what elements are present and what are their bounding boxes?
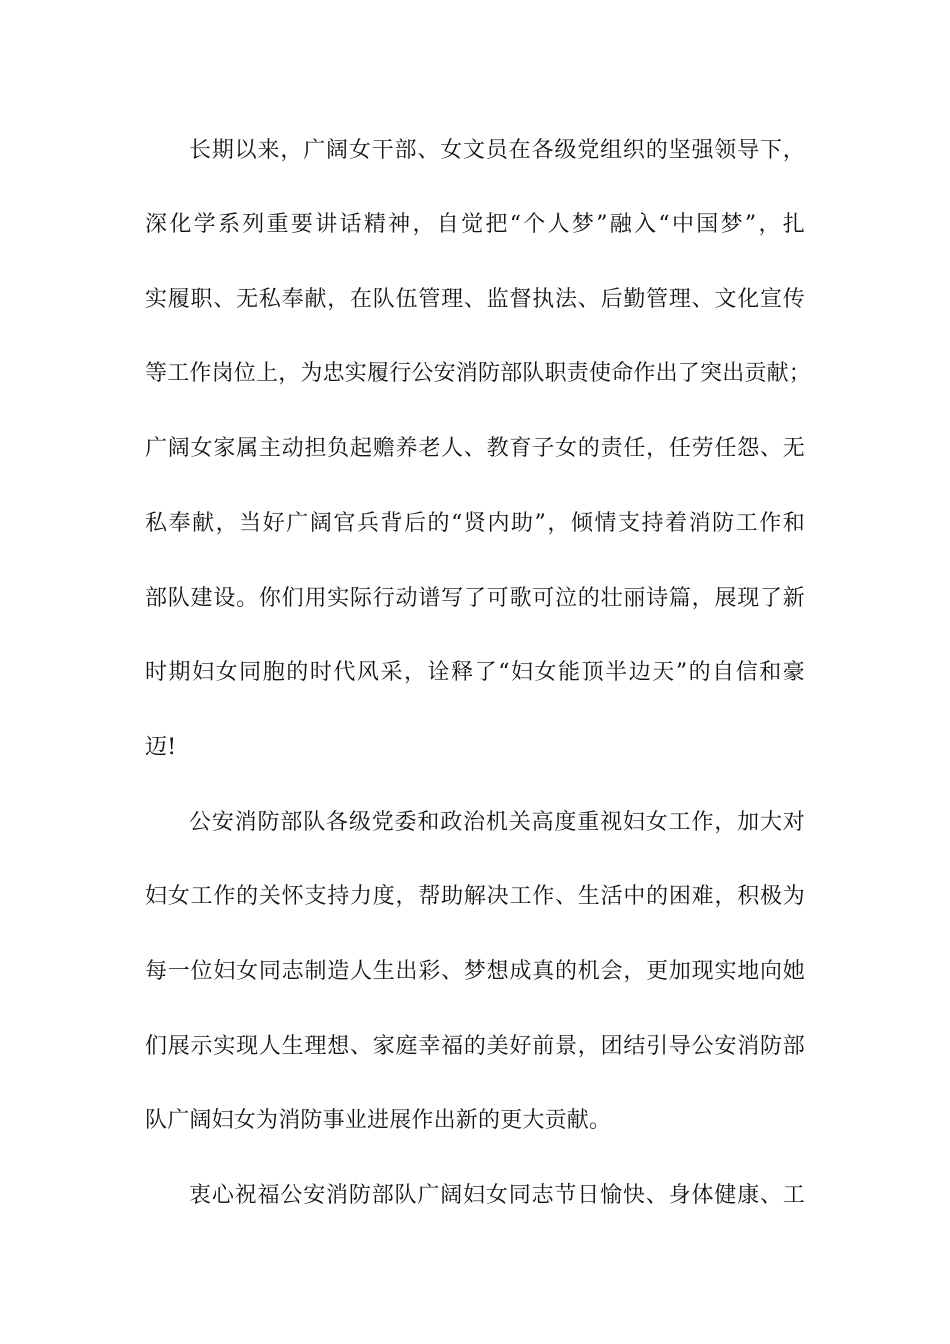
paragraph-1-line-9: 迈! bbox=[145, 735, 177, 760]
paragraph-1-line-7: 部队建设。你们用实际行动谱写了可歌可泣的壮丽诗篇，展现了新 bbox=[145, 586, 805, 611]
paragraph-2-line-4: 们展示实现人生理想、家庭幸福的美好前景，团结引导公安消防部 bbox=[145, 1034, 805, 1059]
paragraph-1-line-1: 长期以来，广阔女干部、女文员在各级党组织的坚强领导下， bbox=[189, 138, 805, 163]
paragraph-1-line-5: 广阔女家属主动担负起赡养老人、教育子女的责任，任劳任怨、无 bbox=[145, 436, 805, 461]
paragraph-2-line-3: 每一位妇女同志制造人生出彩、梦想成真的机会，更加现实地向她 bbox=[145, 959, 805, 984]
paragraph-1-line-2: 深化学系列重要讲话精神，自觉把“个人梦”融入“中国梦”，扎 bbox=[145, 212, 805, 237]
paragraph-1-line-8: 时期妇女同胞的时代风采，诠释了“妇女能顶半边天”的自信和豪 bbox=[145, 660, 805, 685]
paragraph-2-line-2: 妇女工作的关怀支持力度，帮助解决工作、生活中的困难，积极为 bbox=[145, 884, 805, 909]
paragraph-1-line-6: 私奉献，当好广阔官兵背后的“贤内助”，倾情支持着消防工作和 bbox=[145, 511, 805, 536]
paragraph-2-line-1: 公安消防部队各级党委和政治机关高度重视妇女工作，加大对 bbox=[189, 810, 805, 835]
paragraph-1-line-4: 等工作岗位上，为忠实履行公安消防部队职责使命作出了突出贡献； bbox=[145, 361, 812, 386]
paragraph-2-line-5: 队广阔妇女为消防事业进展作出新的更大贡献。 bbox=[145, 1108, 612, 1133]
paragraph-3-line-1: 衷心祝福公安消防部队广阔妇女同志节日愉快、身体健康、工 bbox=[189, 1183, 805, 1208]
paragraph-1-line-3: 实履职、无私奉献，在队伍管理、监督执法、后勤管理、文化宣传 bbox=[145, 287, 805, 312]
